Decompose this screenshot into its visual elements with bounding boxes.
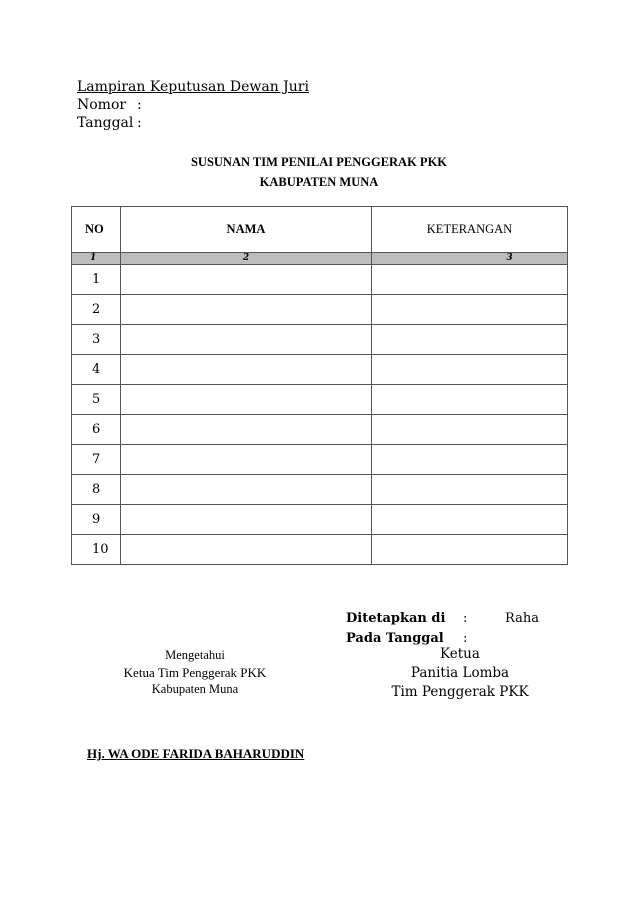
- table-row: [72, 415, 568, 445]
- header-keterangan: KETERANGAN: [372, 207, 568, 253]
- row-no: 7: [72, 445, 121, 475]
- row-keterangan: [372, 355, 568, 385]
- table-index-row: [72, 253, 568, 265]
- row-nama: [121, 445, 372, 475]
- ditetapkan-row: [346, 609, 539, 629]
- table-header-row: [72, 207, 568, 253]
- mengetahui-text: Mengetahui: [165, 648, 225, 662]
- row-keterangan: [372, 535, 568, 565]
- row-no: 9: [72, 505, 121, 535]
- row-keterangan: [372, 265, 568, 295]
- row-nama: [121, 475, 372, 505]
- row-no: 3: [72, 325, 121, 355]
- tanggal-row: [77, 114, 309, 132]
- ketua-tp-pkk-text: Ketua Tim Penggerak PKK: [123, 665, 267, 680]
- ditetapkan-label: Ditetapkan di: [346, 611, 446, 626]
- table-row: [72, 295, 568, 325]
- row-nama: [121, 505, 372, 535]
- row-keterangan: [372, 505, 568, 535]
- row-no: 6: [72, 415, 121, 445]
- table-row: [72, 385, 568, 415]
- header-nama: NAMA: [121, 207, 372, 253]
- table-row: [72, 325, 568, 355]
- row-no: 2: [72, 295, 121, 325]
- nomor-row: [77, 96, 309, 114]
- ditetapkan-value: Raha: [505, 611, 539, 626]
- row-nama: [121, 355, 372, 385]
- row-keterangan: [372, 475, 568, 505]
- row-keterangan: [372, 325, 568, 355]
- ketua-text: Ketua: [440, 646, 480, 662]
- row-keterangan: [372, 445, 568, 475]
- row-nama: [121, 295, 372, 325]
- tanggal-separator: :: [137, 115, 142, 131]
- lampiran-text: Lampiran Keputusan Dewan Juri: [77, 79, 309, 95]
- ditetapkan-block: [346, 609, 539, 649]
- pada-tanggal-separator: :: [463, 631, 468, 646]
- row-nama: [121, 325, 372, 355]
- table-row: [72, 535, 568, 565]
- row-nama: [121, 265, 372, 295]
- table-row: [72, 475, 568, 505]
- panitia-lomba-text: Panitia Lomba: [410, 665, 510, 681]
- tim-penggerak-text: Tim Penggerak PKK: [391, 684, 529, 700]
- nomor-separator: :: [137, 97, 142, 113]
- row-keterangan: [372, 415, 568, 445]
- document-header: [77, 78, 309, 132]
- header-no: NO: [72, 207, 121, 253]
- index-3: 3: [372, 253, 568, 265]
- row-nama: [121, 385, 372, 415]
- signatory-name: Hj. WA ODE FARIDA BAHARUDDIN: [87, 746, 305, 761]
- row-no: 5: [72, 385, 121, 415]
- row-keterangan: [372, 295, 568, 325]
- tanggal-label: Tanggal: [77, 115, 134, 131]
- row-nama: [121, 415, 372, 445]
- row-keterangan: [372, 385, 568, 415]
- row-no: 8: [72, 475, 121, 505]
- assessment-team-table: [71, 206, 568, 565]
- row-no: 1: [72, 265, 121, 295]
- pada-tanggal-label: Pada Tanggal: [346, 631, 444, 646]
- document-title: SUSUNAN TIM PENILAI PENGGERAK PKK: [190, 155, 448, 169]
- document-subtitle: KABUPATEN MUNA: [259, 175, 379, 189]
- table-row: [72, 505, 568, 535]
- row-no: 4: [72, 355, 121, 385]
- index-1: 1: [72, 253, 121, 265]
- row-nama: [121, 535, 372, 565]
- nomor-label: Nomor: [77, 97, 127, 113]
- signature-left: [112, 647, 278, 698]
- table-row: [72, 445, 568, 475]
- signature-right: [380, 645, 540, 702]
- kabupaten-text: Kabupaten Muna: [151, 682, 239, 696]
- row-no: 10: [72, 535, 121, 565]
- table-row: [72, 355, 568, 385]
- index-2: 2: [121, 253, 372, 265]
- ditetapkan-separator: :: [463, 611, 468, 626]
- table-row: [72, 265, 568, 295]
